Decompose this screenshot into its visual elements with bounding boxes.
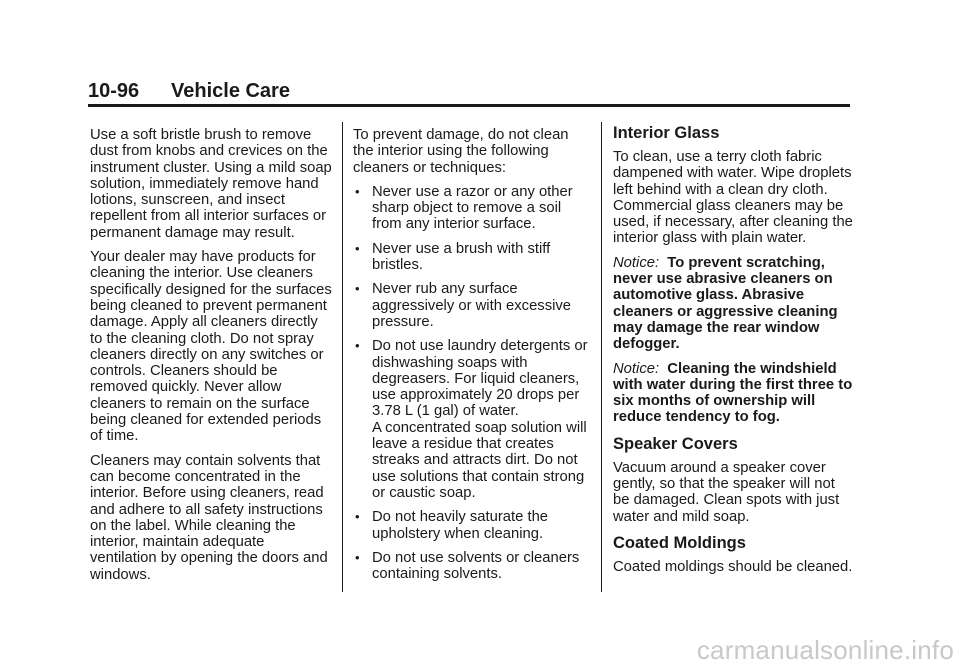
- list-item-text: Do not heavily saturate the upholstery when cleaning.: [372, 509, 549, 542]
- list-item: [353, 241, 593, 274]
- watermark: carmanualsonline.info: [696, 635, 954, 665]
- list-item: [353, 550, 593, 583]
- heading-coated-moldings: Coated Moldings: [613, 533, 746, 552]
- paragraph: Your dealer may have products for cleaning the interior. Use cleaners specifically designed for the surfaces being cleaned to prevent permanent damage. Apply all cleaners directly to the cleaning cloth. Do not spray cleaners directly on any switches or controls. Cleaners should be removed quickly. Never allow cleaners to remain on the surface being cleaned for extended periods of time.: [90, 249, 332, 445]
- notice: [613, 255, 855, 353]
- notice-label: Notice:: [613, 360, 660, 377]
- bullet-list: [353, 184, 593, 583]
- bullet-icon: •: [355, 281, 360, 297]
- bullet-icon: •: [355, 183, 360, 199]
- heading-interior-glass: Interior Glass: [613, 124, 720, 142]
- bullet-icon: •: [355, 338, 360, 354]
- notice-label: Notice:: [613, 254, 660, 271]
- paragraph: Coated moldings should be cleaned.: [613, 558, 853, 575]
- list-item: [353, 509, 593, 542]
- column-1: [90, 127, 334, 591]
- list-item: [353, 281, 593, 330]
- column-divider: [601, 122, 602, 592]
- paragraph: To clean, use a terry cloth fabric dampened with water. Wipe droplets left behind with a clean dry cloth. Commercial glass cleaners may be used, if necessary, after cleaning the interior glass with plain water.: [613, 149, 853, 247]
- list-item-text: Never rub any surface aggressively or with excessive pressure.: [372, 281, 572, 330]
- list-item-text: Do not use laundry detergents or dishwashing soaps with degreasers. For liquid cleaners, use approximately 20 drops per 3.78 L (1 gal) of water.: [372, 338, 588, 420]
- column-2: [353, 127, 593, 590]
- page-number: 10-96: [88, 80, 140, 102]
- paragraph: Vacuum around a speaker cover gently, so that the speaker will not be damaged. Clean spots with just water and mild soap.: [613, 459, 840, 525]
- bullet-icon: •: [355, 509, 360, 525]
- list-item-text: A concentrated soap solution will leave a residue that creates streaks and attracts dirt. Do not use solutions that contain strong or caustic soap.: [372, 419, 587, 501]
- section-title: Vehicle Care: [171, 80, 290, 102]
- list-item-text: Never use a brush with stiff bristles.: [372, 240, 551, 274]
- bullet-icon: •: [355, 549, 360, 565]
- notice: [613, 361, 855, 426]
- notice-text: To prevent scratching, never use abrasive cleaners on automotive glass. Abrasive cleaners or aggressive cleaning may damage the rear window defogger.: [613, 254, 838, 353]
- list-item-text: Never use a razor or any other sharp object to remove a soil from any interior surface.: [372, 183, 573, 233]
- notice-text: Cleaning the windshield with water during the first three to six months of ownership will reduce tendency to fog.: [613, 360, 853, 426]
- heading-speaker-covers: Speaker Covers: [613, 434, 738, 453]
- list-item-text: Do not use solvents or cleaners containing solvents.: [372, 549, 580, 583]
- page-header: [88, 80, 850, 107]
- list-item: [353, 184, 593, 233]
- bullet-icon: •: [355, 240, 360, 256]
- column-divider: [342, 122, 343, 592]
- paragraph: Cleaners may contain solvents that can become concentrated in the interior. Before using cleaners, read and adhere to all safety instructions on the label. While cleaning the interior, maintain adequate ventilation by opening the doors and windows.: [90, 452, 328, 583]
- list-item: [353, 338, 593, 501]
- column-3: [613, 124, 855, 583]
- intro-paragraph: To prevent damage, do not clean the interior using the following cleaners or techniques:: [353, 127, 569, 176]
- paragraph: Use a soft bristle brush to remove dust from knobs and crevices on the instrument cluster. Using a mild soap solution, immediately remove hand lotions, sunscreen, and insect repellent from all interior surfaces or permanent damage may result.: [90, 127, 332, 241]
